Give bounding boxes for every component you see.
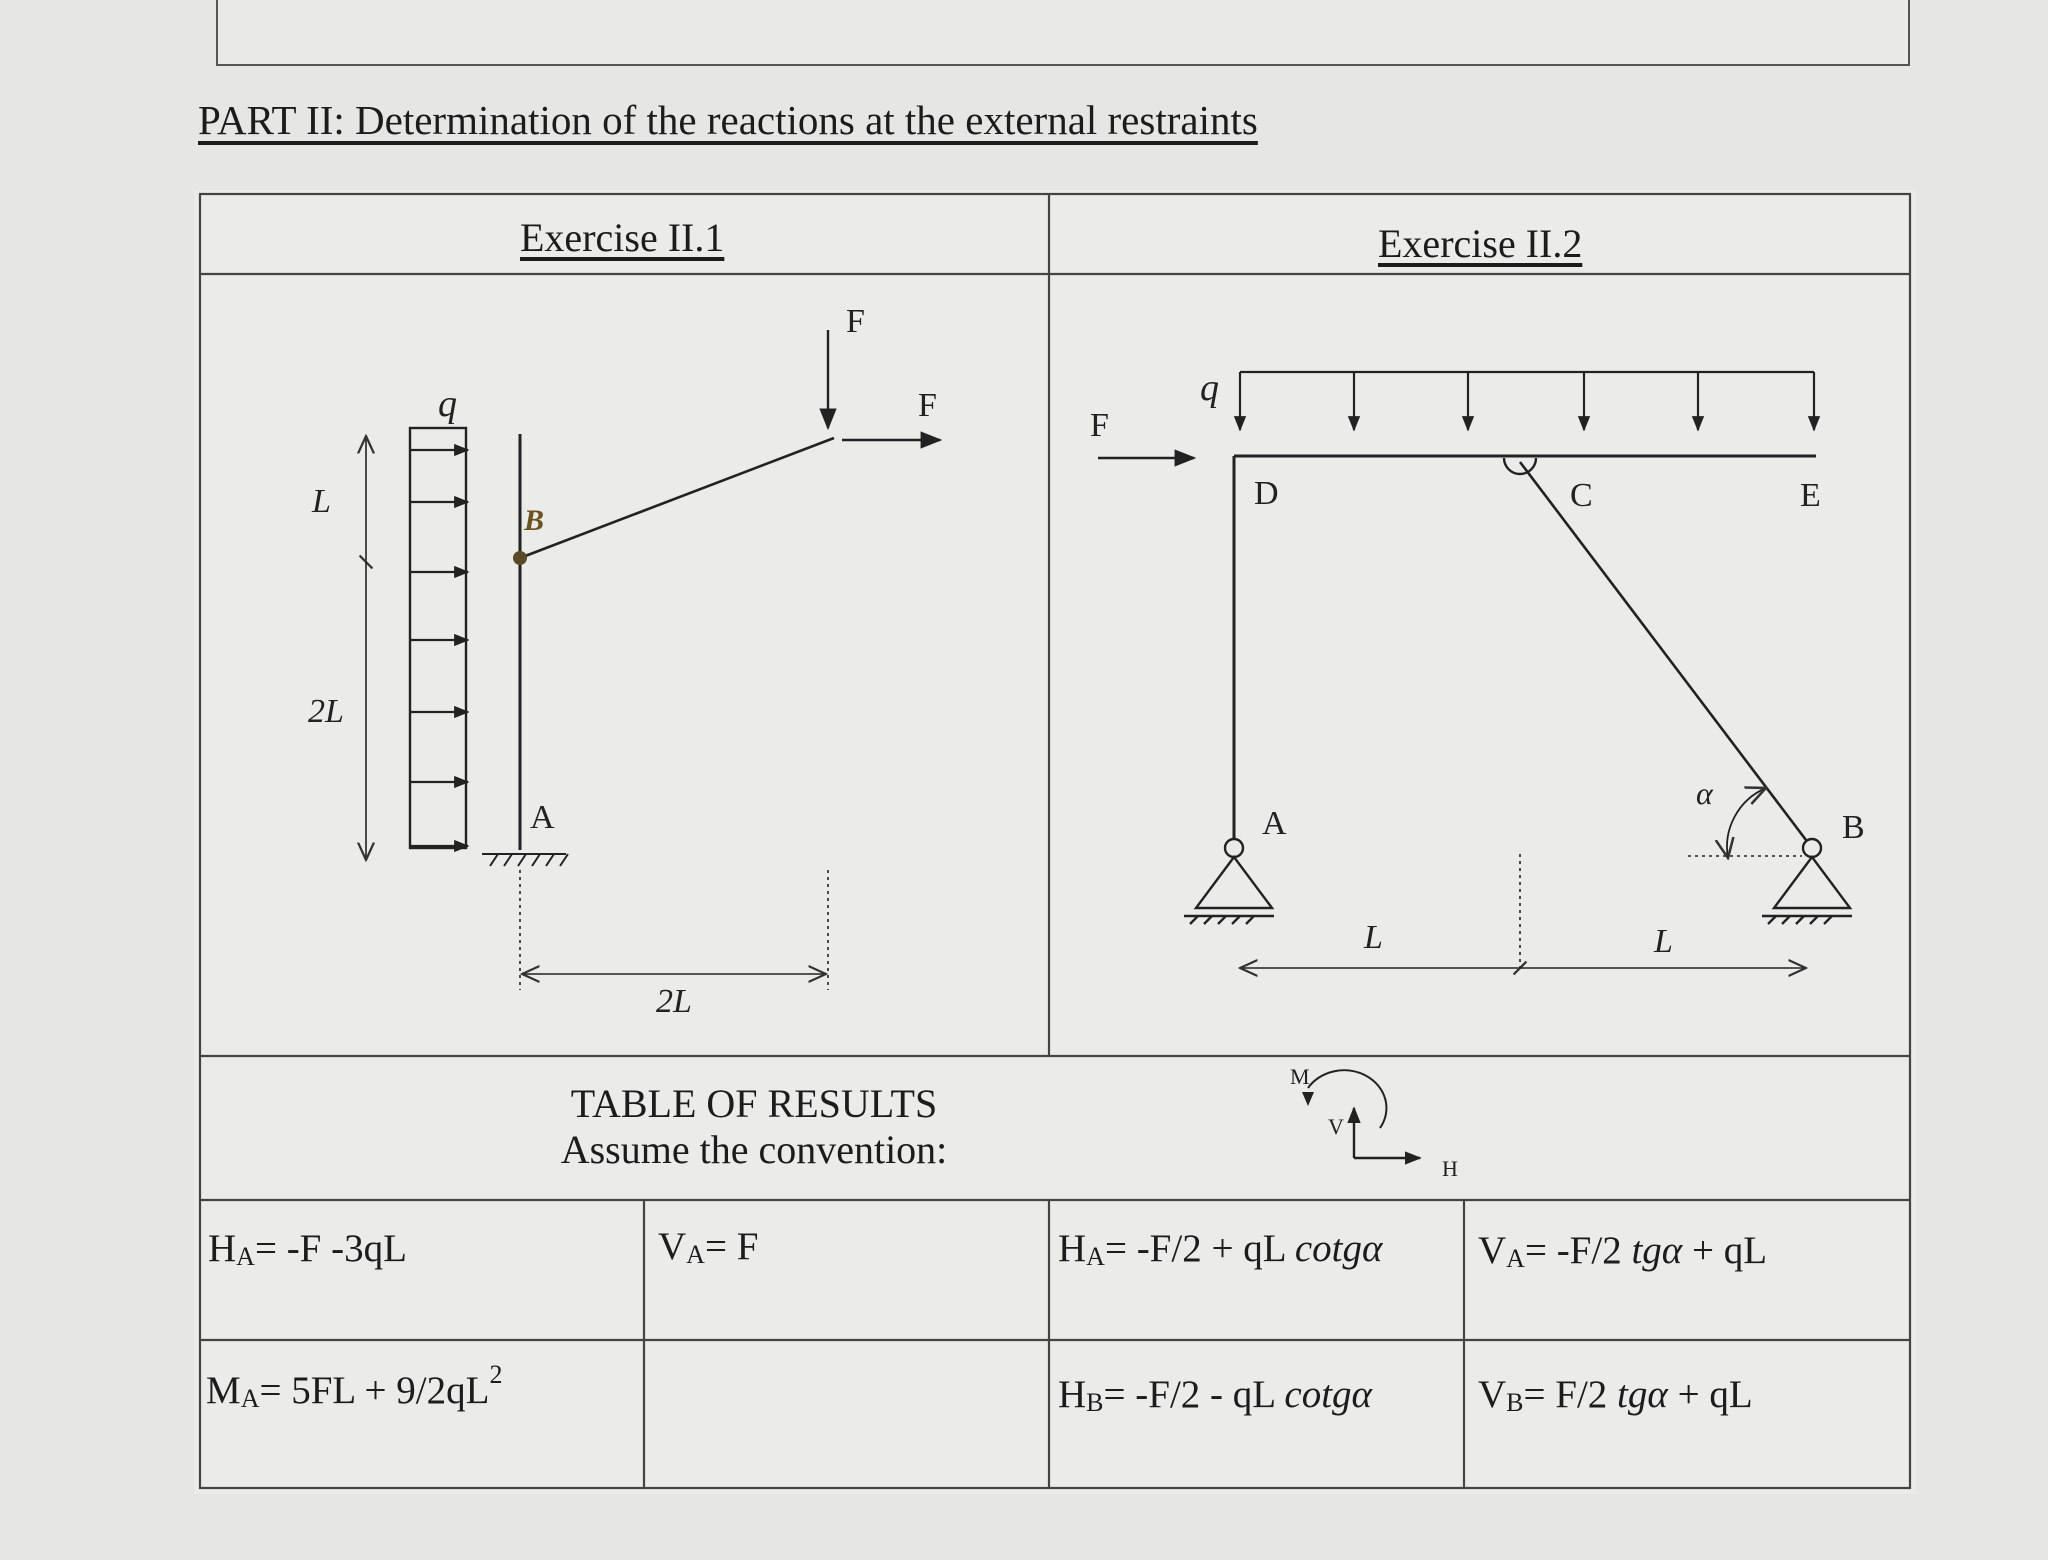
convention-label-V: V [1328,1114,1344,1139]
results-title: TABLE OF RESULTS [570,1081,938,1126]
ex2-label-L-left: L [1364,919,1383,956]
ex2-label-L-right: L [1654,923,1673,960]
ex1-label-B: B [524,504,545,537]
results-subtitle: Assume the convention: [560,1127,948,1172]
result-ex2-HB: $H_B= -F/2$ - qL cotgα [1058,1373,1373,1417]
exercise-1-title: Exercise II.1 [520,215,725,260]
node-B [513,551,527,565]
exercise-1-diagram [366,330,940,990]
ex2-label-D: D [1254,475,1279,512]
ex1-label-L: L [312,483,331,520]
downward-load-arrows [1240,372,1814,430]
ex1-label-span-2L: 2L [656,983,692,1020]
exercise-sheet [194,190,1916,1494]
hinge-C [1504,458,1536,474]
ex2-label-C: C [1570,477,1593,514]
ex1-label-F-right: F [918,387,937,424]
result-ex1-MA: $M_A= 5FL + 9/2qL^2$ [206,1360,503,1413]
result-ex1-HA: $H_A= -F$ -3qL [208,1227,407,1271]
ex2-label-E: E [1800,477,1821,514]
load-arrows [410,450,468,846]
inclined-beam [520,438,834,558]
top-answer-box [216,0,1910,66]
result-ex2-VB: $V_B= F/2$ tgα + qL [1478,1373,1753,1417]
distributed-load-block [410,428,466,848]
pin-support-A [1184,839,1274,924]
ex1-label-A: A [530,799,555,836]
ex2-label-B: B [1842,809,1865,846]
inclined-member-CB [1520,462,1806,840]
convention-label-M: M [1290,1064,1310,1089]
ex2-label-alpha: α [1696,775,1713,811]
ex2-label-F: F [1090,407,1109,444]
part-title: PART II: Determination of the reactions at the external restraints [198,97,1258,143]
ex2-label-A: A [1262,805,1287,842]
exercise-2-title: Exercise II.2 [1378,221,1583,266]
sign-convention-diagram [1302,1070,1420,1158]
result-ex2-HA: $H_A= -F/2$ + qL cotgα [1058,1227,1383,1271]
fixed-support-A [482,854,568,866]
ex1-label-2L: 2L [308,693,344,730]
moment-arc [1308,1070,1386,1128]
angle-alpha-arc [1727,788,1766,858]
exercise-2-diagram [1098,372,1852,968]
sheet-drawing [194,190,1916,1494]
ex2-label-q: q [1200,367,1219,409]
result-ex1-VA: $V_A= F$ [658,1225,759,1269]
convention-label-H: H [1442,1156,1458,1181]
ex1-label-F-top: F [846,303,865,340]
ex1-label-q: q [438,383,457,425]
pin-support-B [1762,839,1852,924]
result-ex2-VA: $V_A= -F/2$ tgα + qL [1478,1229,1768,1273]
